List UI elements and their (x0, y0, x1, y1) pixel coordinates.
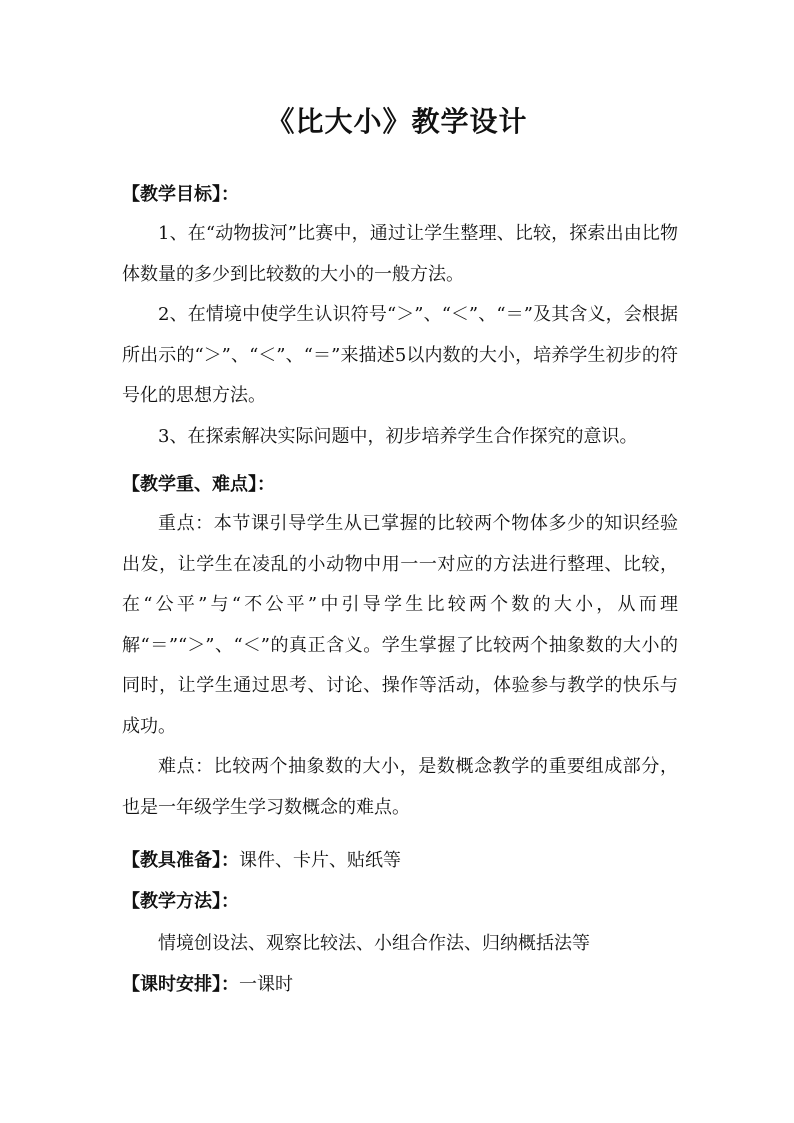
methods-value: 情境创设法、观察比较法、小组合作法、归纳概括法等 (158, 933, 590, 954)
key-point-focus: 重点：本节课引导学生从已掌握的比较两个物体多少的知识经验出发，让学生在凌乱的小动物中用一一对应的方法进行整理、比较，在“公平”与“不公平”中引导学生比较两个数的大小，从而理解“＝”“＞”、“＜”的真正含义。学生掌握了比较两个抽象数的大小的同时，让学生通过思考、讨论、操作等活动，体验参与教学的快乐与成功。 (122, 513, 678, 737)
materials-value: 课件、卡片、贴纸等 (239, 850, 401, 871)
methods-heading: 【教学方法】： (122, 891, 239, 912)
document-title: 《比大小》教学设计 (266, 105, 528, 138)
objective-item-1: 1、在“动物拔河”比赛中，通过让学生整理、比较，探索出由比物体数量的多少到比较数的大小的一般方法。 (122, 223, 678, 285)
schedule-line (122, 970, 678, 996)
schedule-heading: 【课时安排】： (122, 974, 239, 995)
key-points-heading: 【教学重、难点】： (122, 474, 275, 495)
objectives-heading: 【教学目标】： (122, 184, 239, 205)
objective-item-2: 2、在情境中使学生认识符号“＞”、“＜”、“＝”及其含义，会根据所出示的“＞”、“＜”、“＝”来描述5以内数的大小，培养学生初步的符号化的思想方法。 (122, 304, 678, 406)
materials-line (122, 846, 678, 872)
schedule-value: 一课时 (239, 974, 293, 995)
key-point-difficulty: 难点：比较两个抽象数的大小，是数概念教学的重要组成部分，也是一年级学生学习数概念的难点。 (122, 756, 678, 818)
materials-heading: 【教具准备】： (122, 850, 239, 871)
objective-item-3: 3、在探索解决实际问题中，初步培养学生合作探究的意识。 (158, 426, 638, 447)
